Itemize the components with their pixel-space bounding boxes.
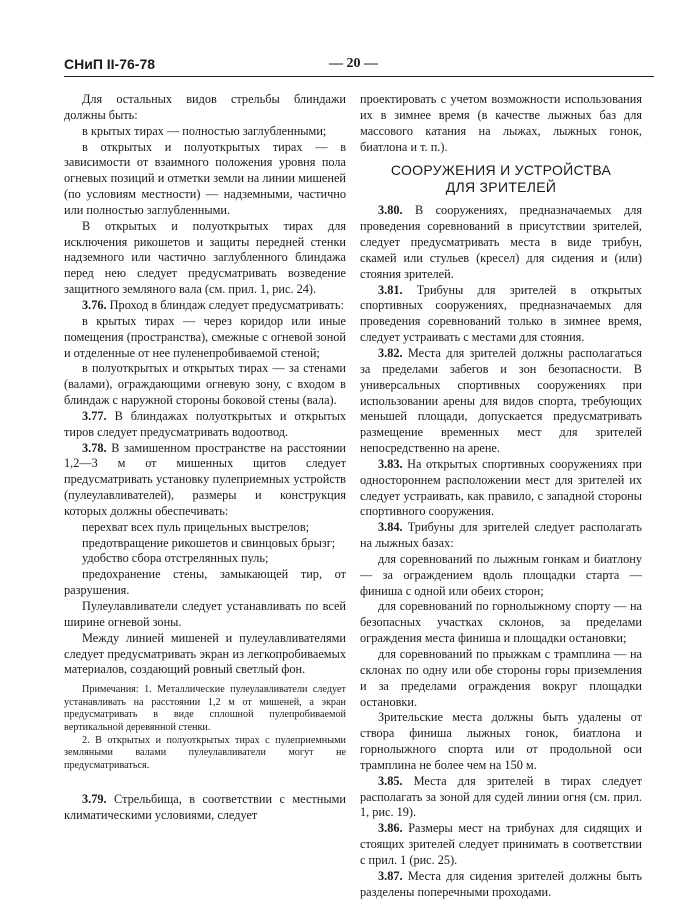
notes-block bbox=[64, 684, 346, 772]
list-item: предохранение стены, замыкающей тир, от разрушения. bbox=[64, 567, 346, 598]
clause-text: Места для зрителей в тирах следует располагать за зоной для судей линии огня (см. прил. 1, рис. 19). bbox=[360, 773, 642, 820]
section-title-line-1: СООРУЖЕНИЯ И УСТРОЙСТВА bbox=[390, 162, 612, 179]
clause-3-85 bbox=[360, 774, 642, 822]
paragraph: В открытых и полуоткрытых тирах для исключения рикошетов и защиты передней стенки надземного или частично заглубленного блиндажа перед нею следует предусматривать возведение защитного земляного вала (см. прил. 1, рис. 24). bbox=[64, 218, 346, 297]
paragraph: проектировать с учетом возможности использования их в зимнее время (в качестве лыжных баз для массового катания на лыжах, лыжных гонок, биатлона и т. п.). bbox=[360, 92, 642, 154]
list-item: для соревнований по горнолыжному спорту — на безопасных участках склонов, за пределами ограждения места финиша и площадки остановки; bbox=[360, 599, 642, 646]
clause-number: 3.79. bbox=[82, 792, 107, 807]
clause-number: 3.78. bbox=[82, 440, 107, 455]
clause-text: В замишенном пространстве на расстоянии 1,2—3 м от мишенных щитов следует предусматривать установку пулеприемных устройств (пулеулавливателей), размеры и конструкция которых должны обеспечивать: bbox=[64, 440, 346, 518]
document-code: СНиП II-76-78 bbox=[64, 56, 156, 72]
list-item: предотвращение рикошетов и свинцовых брызг; bbox=[82, 535, 336, 550]
clause-number: 3.80. bbox=[378, 203, 403, 218]
paragraph: Пулеулавливатели следует устанавливать по всей ширине огневой зоны. bbox=[64, 599, 346, 629]
clause-3-79 bbox=[64, 792, 346, 824]
clause-number: 3.82. bbox=[378, 345, 403, 360]
clause-3-78 bbox=[64, 441, 346, 520]
list-item: в открытых и полуоткрытых тирах — в зависимости от взаимного положения уровня пола огневых позиций и отметки земли на линии мишеней (по условиям местности) — надземными, частично или полностью заглубленными. bbox=[64, 139, 346, 217]
clause-text: Проход в блиндаж следует предусматривать: bbox=[106, 297, 344, 312]
list-item: в крытых тирах — через коридор или иные помещения (пространства), смежные с огневой зоной и отделенные от нее пуленепробиваемой стеной; bbox=[64, 313, 346, 360]
clause-3-87 bbox=[360, 869, 642, 901]
clause-number: 3.85. bbox=[378, 773, 403, 788]
clause-text: Стрельбища, в соответствии с местными климатическими условиями, следует bbox=[64, 792, 346, 823]
list-item: для соревнований по прыжкам с трамплина — на склонах по одну или обе стороны горы приземления и за пределами ограждения вокруг площадки остановки. bbox=[360, 647, 642, 709]
clause-number: 3.84. bbox=[378, 520, 403, 535]
list-item: перехват всех пуль прицельных выстрелов; bbox=[82, 519, 310, 534]
clause-text: В блиндажах полуоткрытых и открытых тиров следует предусматривать водоотвод. bbox=[64, 408, 346, 439]
clause-3-81 bbox=[360, 283, 642, 346]
clause-3-76 bbox=[64, 298, 346, 314]
clause-3-77 bbox=[64, 409, 346, 441]
paragraph: Для остальных видов стрельбы блиндажи должны быть: bbox=[64, 92, 346, 122]
clause-text: Трибуны для зрителей в открытых спортивных сооружениях, предназначаемых для проведения соревнований только в зимнее время, следует устраивать с местами для стояния. bbox=[360, 282, 642, 345]
section-title-line-2: ДЛЯ ЗРИТЕЛЕЙ bbox=[445, 179, 557, 196]
list-item: в крытых тирах — полностью заглубленными; bbox=[82, 123, 327, 138]
list-item: удобство сбора отстрелянных пуль; bbox=[82, 551, 269, 566]
clause-3-84 bbox=[360, 520, 642, 552]
right-column bbox=[360, 92, 642, 901]
clause-text: Трибуны для зрителей следует располагать на лыжных базах: bbox=[360, 520, 642, 551]
clause-3-83 bbox=[360, 457, 642, 520]
note-1: Примечания: 1. Металлические пулеулавливатели следует устанавливать на расстоянии 1,2 м от мишеней, а экран предусматривать в виде сплошной пулепробиваемой вертикальной деревянной стенки. bbox=[64, 684, 346, 733]
page-number: — 20 — bbox=[329, 56, 378, 71]
clause-number: 3.83. bbox=[378, 456, 403, 471]
note-2: 2. В открытых и полуоткрытых тирах с пулеприемными земляными валами пулеулавливатели могут не предусматриваться. bbox=[64, 734, 346, 771]
clause-text: Размеры мест на трибунах для сидящих и стоящих зрителей следует принимать в соответствии с прил. 1 (рис. 25). bbox=[360, 821, 642, 867]
list-item: для соревнований по лыжным гонкам и биатлону — за ограждением вдоль площадки старта — финиша с одной или обеих сторон; bbox=[360, 551, 642, 598]
clause-text: На открытых спортивных сооружениях при одностороннем расположении мест для зрителей их следует устраивать, как правило, с западной стороны спортивного сооружения. bbox=[360, 456, 642, 519]
clause-3-86 bbox=[360, 821, 642, 869]
list-item: в полуоткрытых и открытых тирах — за стенами (валами), ограждающими огневую зону, с входом в блиндаж с наружной стороны боковой стены (вала). bbox=[64, 361, 346, 408]
clause-number: 3.77. bbox=[82, 408, 107, 423]
clause-text: В сооружениях, предназначаемых для проведения соревнований в присутствии зрителей, следует предусматривать места в виде трибун, скамей или стульев (кресел) для сидения и (или) стояния зрителей. bbox=[360, 203, 642, 281]
paragraph: Между линией мишеней и пулеулавливателями следует предусматривать экран из легкопробиваемых материалов, создающий ровный светлый фон. bbox=[64, 630, 346, 677]
clause-number: 3.81. bbox=[378, 282, 403, 297]
paragraph: Зрительские места должны быть удалены от створа финиша лыжных гонок, биатлона и горнолыжного спорта или от продольной оси трамплина не более чем на 150 м. bbox=[360, 710, 642, 772]
clause-number: 3.87. bbox=[378, 868, 403, 883]
section-title bbox=[360, 162, 642, 196]
clause-number: 3.76. bbox=[82, 297, 107, 312]
page-header bbox=[64, 56, 654, 77]
clause-number: 3.86. bbox=[378, 821, 403, 836]
clause-3-82 bbox=[360, 346, 642, 457]
left-column bbox=[64, 92, 346, 824]
clause-text: Места для сидения зрителей должны быть разделены поперечными проходами. bbox=[360, 868, 642, 899]
clause-3-80 bbox=[360, 203, 642, 282]
clause-text: Места для зрителей должны располагаться за пределами забегов и зон безопасности. В универсальных спортивных сооружениях при использовании арены для видов спорта, требующих меньшей площади, допускается предусматривать размещение временных мест для зрителей непосредственно на арене. bbox=[360, 345, 642, 456]
